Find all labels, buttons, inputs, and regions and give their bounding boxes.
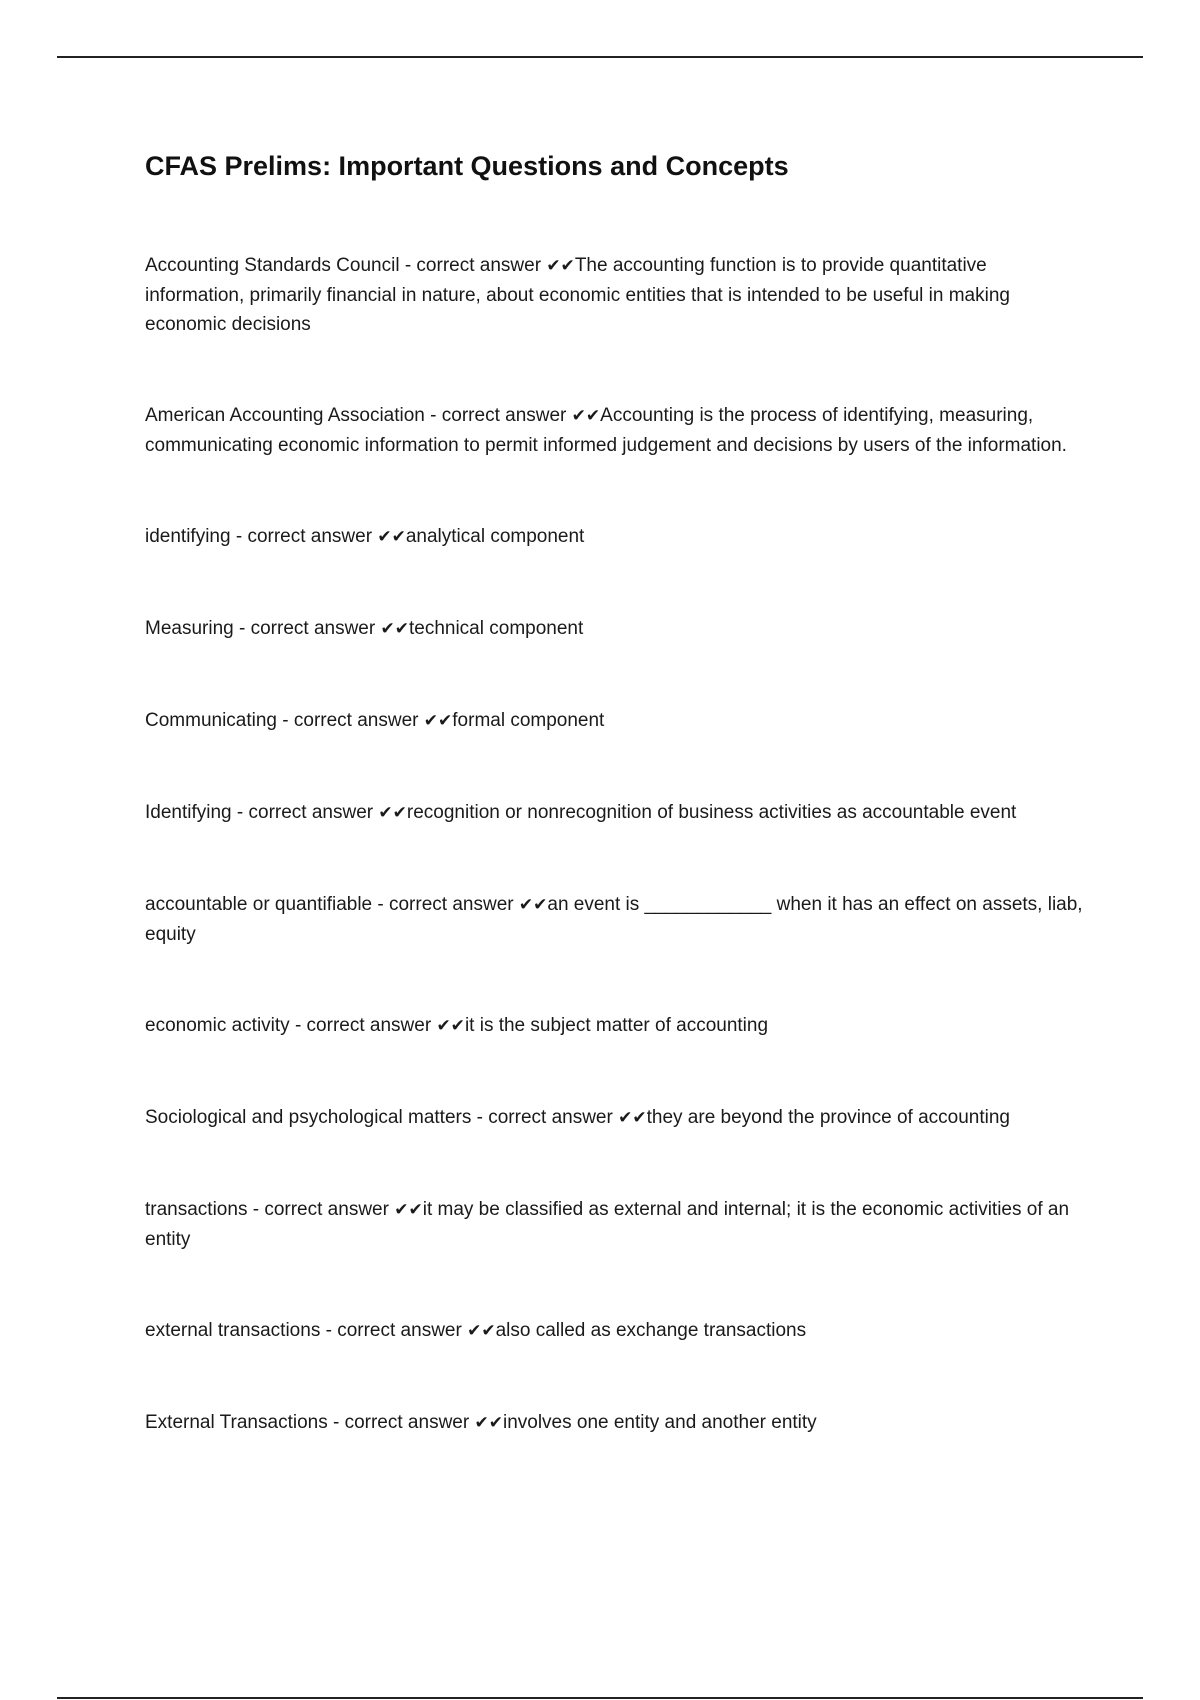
qa-answer: The accounting function is to provide quantitative information, primarily financial in nature, about economic entities that is intended to be useful in making economic decisions [145,255,1010,335]
check-icon: ✔✔ [474,1413,503,1433]
qa-list [145,251,1090,1438]
qa-term: Measuring [145,618,234,639]
check-icon: ✔✔ [518,895,548,915]
qa-term: identifying [145,526,231,547]
qa-item [145,1103,1090,1133]
qa-item [145,1011,1090,1041]
check-icon: ✔✔ [377,527,406,547]
qa-term: Sociological and psychological matters [145,1107,472,1128]
qa-answer: it may be classified as external and internal; it is the economic activities of an entity [145,1199,1070,1250]
qa-separator: - correct answer [247,1199,395,1220]
qa-item [145,614,1090,644]
qa-term: Identifying [145,802,232,823]
qa-item [145,706,1090,736]
check-icon: ✔✔ [380,619,409,639]
top-rule [57,56,1143,58]
check-icon: ✔✔ [571,406,601,426]
qa-separator: - correct answer [471,1107,619,1128]
qa-term: Accounting Standards Council [145,255,400,276]
qa-separator: - correct answer [231,802,379,823]
qa-item [145,401,1090,460]
qa-term: accountable or quantifiable [145,894,373,915]
qa-separator: - correct answer [233,618,381,639]
qa-answer: formal component [452,710,605,731]
qa-answer: Accounting is the process of identifying, measuring, communicating economic information to permit informed judgement and decisions by users of the information. [145,405,1067,456]
qa-item [145,522,1090,552]
qa-separator: - correct answer [289,1015,437,1036]
check-icon: ✔✔ [423,711,453,731]
qa-answer: involves one entity and another entity [502,1412,817,1433]
qa-term: Communicating [145,710,277,731]
page-title: CFAS Prelims: Important Questions and Concepts [145,151,789,181]
check-icon: ✔✔ [394,1200,423,1220]
qa-answer: it is the subject matter of accounting [464,1015,769,1036]
qa-answer: technical component [408,618,584,639]
qa-item [145,1195,1090,1254]
qa-separator: - correct answer [230,526,378,547]
qa-term: transactions [145,1199,248,1220]
qa-separator: - correct answer [320,1320,468,1341]
qa-separator: - correct answer [372,894,519,915]
qa-answer: an event is ____________ when it has an effect on assets, liab, equity [145,894,1083,945]
check-icon: ✔✔ [378,803,407,823]
qa-item [145,1316,1090,1346]
qa-item [145,798,1090,828]
qa-term: External Transactions [145,1412,328,1433]
check-icon: ✔✔ [618,1108,647,1128]
qa-answer: recognition or nonrecognition of business activities as accountable event [406,802,1017,823]
check-icon: ✔✔ [546,256,575,276]
bottom-rule [57,1697,1143,1699]
qa-term: American Accounting Association [145,405,425,426]
qa-item [145,1408,1090,1438]
qa-separator: - correct answer [399,255,547,276]
qa-answer: also called as exchange transactions [495,1320,807,1341]
document-body [145,148,1090,1500]
qa-term: economic activity [145,1015,290,1036]
qa-separator: - correct answer [327,1412,475,1433]
qa-separator: - correct answer [424,405,572,426]
qa-item [145,251,1090,339]
check-icon: ✔✔ [467,1321,496,1341]
qa-answer: they are beyond the province of accounting [646,1107,1010,1128]
check-icon: ✔✔ [436,1016,465,1036]
qa-term: external transactions [145,1320,321,1341]
qa-answer: analytical component [405,526,585,547]
qa-item [145,890,1090,949]
qa-separator: - correct answer [277,710,424,731]
